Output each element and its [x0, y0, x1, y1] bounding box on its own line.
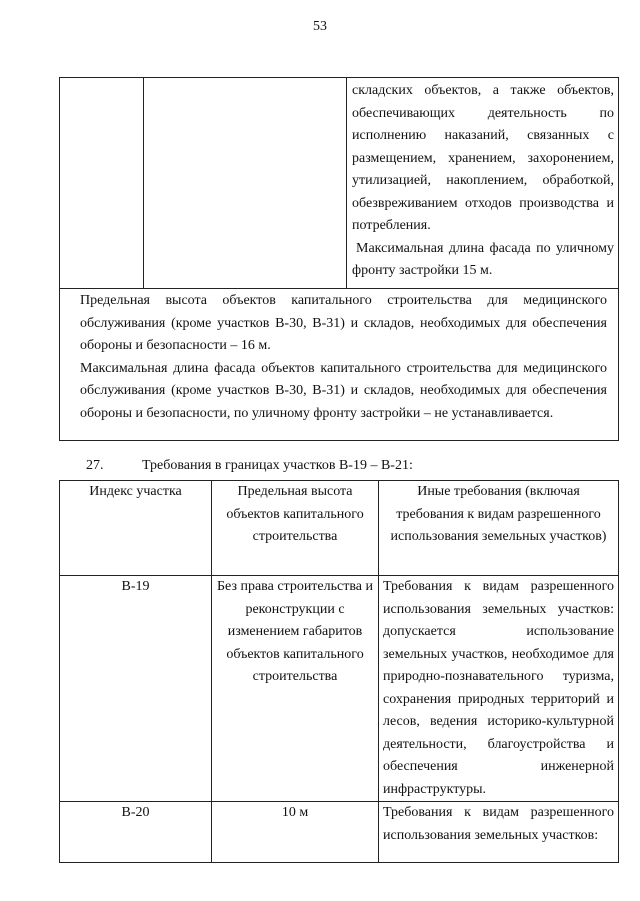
table-cell-requirements [352, 80, 614, 283]
row-divider [60, 288, 618, 289]
merged-paragraph: Максимальная длина фасада объектов капитального строительства для медицинского обслуживания (кроме участков В-30, В-31) и складов, необходимых для обеспечения обороны и безопасности, по уличному фронту застройки – не устанавливается. [80, 360, 607, 421]
section-title: Требования в границах участков В-19 – В-21: [142, 458, 413, 473]
continued-table [59, 77, 619, 441]
cell-index: В-20 [60, 802, 212, 863]
table-row [60, 576, 619, 802]
section-number: 27. [86, 458, 104, 473]
page-number: 53 [313, 19, 327, 34]
requirements-table [59, 480, 619, 863]
cell-other: Требования к видам разрешенного использования земельных участков: [379, 802, 619, 863]
cell-height: Без права строительства и реконструкции с изменением габаритов объектов капитального строительства [212, 576, 379, 802]
cell-height: 10 м [212, 802, 379, 863]
header-cell: Иные требования (включая требования к видам разрешенного использования земельных участков) [379, 481, 619, 576]
column-divider [143, 78, 144, 288]
merged-paragraph: Предельная высота объектов капитального строительства для медицинского обслуживания (кроме участков В-30, В-31) и складов, необходимых для обеспечения обороны и безопасности – 16 м. [80, 293, 607, 353]
table-row [60, 802, 619, 863]
column-divider [346, 78, 347, 288]
cell-paragraph: складских объектов, а также объектов, обеспечивающих деятельность по исполнению наказаний, связанных с размещением, хранением, захоронением, утилизацией, накоплением, обработкой, обезвреживанием отходов производства и потребления. [352, 83, 614, 233]
section-heading [86, 458, 413, 474]
merged-row-text [80, 290, 607, 425]
table-header-row [60, 481, 619, 576]
cell-paragraph: Максимальная длина фасада по уличному фронту застройки 15 м. [352, 240, 614, 278]
header-cell: Индекс участка [60, 481, 212, 576]
header-cell: Предельная высота объектов капитального строительства [212, 481, 379, 576]
cell-index: В-19 [60, 576, 212, 802]
cell-other: Требования к видам разрешенного использования земельных участков: допускается использование земельных участков, необходимое для природно-познавательного туризма, сохранения природных территорий и лесов, ведения историко-культурной деятельности, благоустройства и обеспечения инженерной инфраструктуры. [379, 576, 619, 802]
